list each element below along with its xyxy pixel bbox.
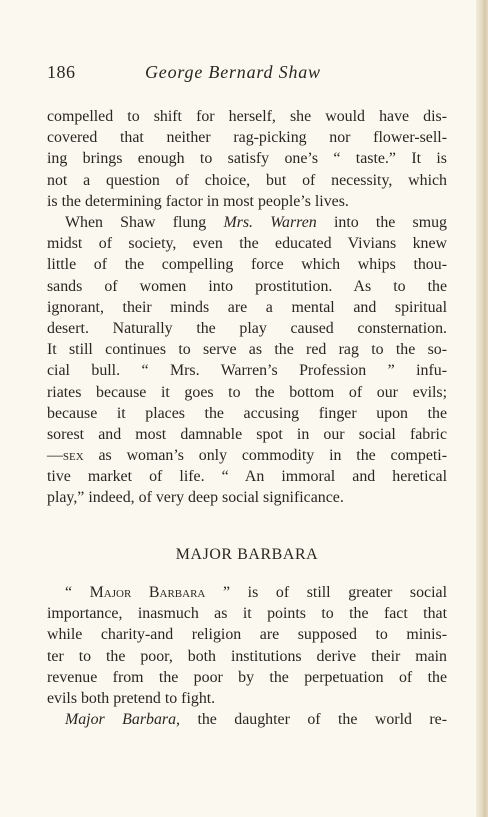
text-line <box>47 445 447 466</box>
text-line: not a question of choice, but of necessity, which <box>47 171 447 189</box>
paragraph-mrs-warren <box>47 212 447 509</box>
text-line: tive market of life. “ An immoral and heretical <box>47 468 447 486</box>
text-line: desert. Naturally the play caused consternation. <box>47 319 447 337</box>
text-run: — <box>47 447 63 465</box>
section-heading: MAJOR BARBARA <box>175 546 319 563</box>
text-run: ” is of still greater social <box>205 584 447 601</box>
text-line <box>47 582 447 603</box>
text-line: ignorant, their minds are a mental and spiritual <box>47 298 447 316</box>
running-title: George Bernard Shaw <box>145 62 321 82</box>
paragraph-continuation <box>47 106 447 212</box>
text-line: while charity-and religion are supposed to minis- <box>47 626 447 644</box>
text-line: cial bull. “ Mrs. Warren’s Profession ” infu- <box>47 362 447 380</box>
text-line: play,” indeed, of very deep social significance. <box>47 489 344 507</box>
text-line: ing brings enough to satisfy one’s “ taste.” It is <box>47 150 447 168</box>
text-line: riates because it goes to the bottom of our evils; <box>47 383 447 401</box>
play-title: Mrs. Warren <box>223 214 317 231</box>
text-line <box>47 212 447 233</box>
text-line: sorest and most damnable spot in our social fabric <box>47 425 447 443</box>
page-edge <box>476 0 488 817</box>
text-line: importance, inasmuch as it points to the fact that <box>47 605 447 623</box>
text-run: as woman’s only commodity in the competi- <box>83 447 447 465</box>
text-line <box>47 709 447 730</box>
paragraph-major-barbara <box>47 582 447 709</box>
text-run: the daughter of the world re- <box>180 711 448 728</box>
text-run: into the smug <box>316 214 447 231</box>
text-line: sands of women into prostitution. As to the <box>47 277 447 295</box>
text-line: little of the compelling force which whips thou- <box>47 256 447 274</box>
text-run: When Shaw flung <box>65 214 224 231</box>
play-title: Major Barbara <box>89 584 206 601</box>
text-run: “ <box>65 584 90 601</box>
paragraph-barbara-intro <box>47 709 447 730</box>
text-line: is the determining factor in most people’s lives. <box>47 192 349 210</box>
page-header <box>47 62 447 86</box>
text-line: revenue from the poor by the perpetuation of the <box>47 668 447 686</box>
page-number: 186 <box>47 62 76 82</box>
text-line: It still continues to serve as the red rag to the so- <box>47 341 447 359</box>
text-line: compelled to shift for herself, she would have dis- <box>47 108 447 125</box>
text-line: covered that neither rag-picking nor flower-sell- <box>47 129 447 147</box>
text-line: midst of society, even the educated Vivians knew <box>47 235 447 253</box>
text-line: ter to the poor, both institutions derive their main <box>47 647 447 665</box>
small-caps-word: sex <box>62 447 84 465</box>
text-line: because it places the accusing finger upon the <box>47 404 447 422</box>
text-line: evils both pretend to fight. <box>47 689 216 707</box>
play-title: Major Barbara, <box>65 711 180 728</box>
